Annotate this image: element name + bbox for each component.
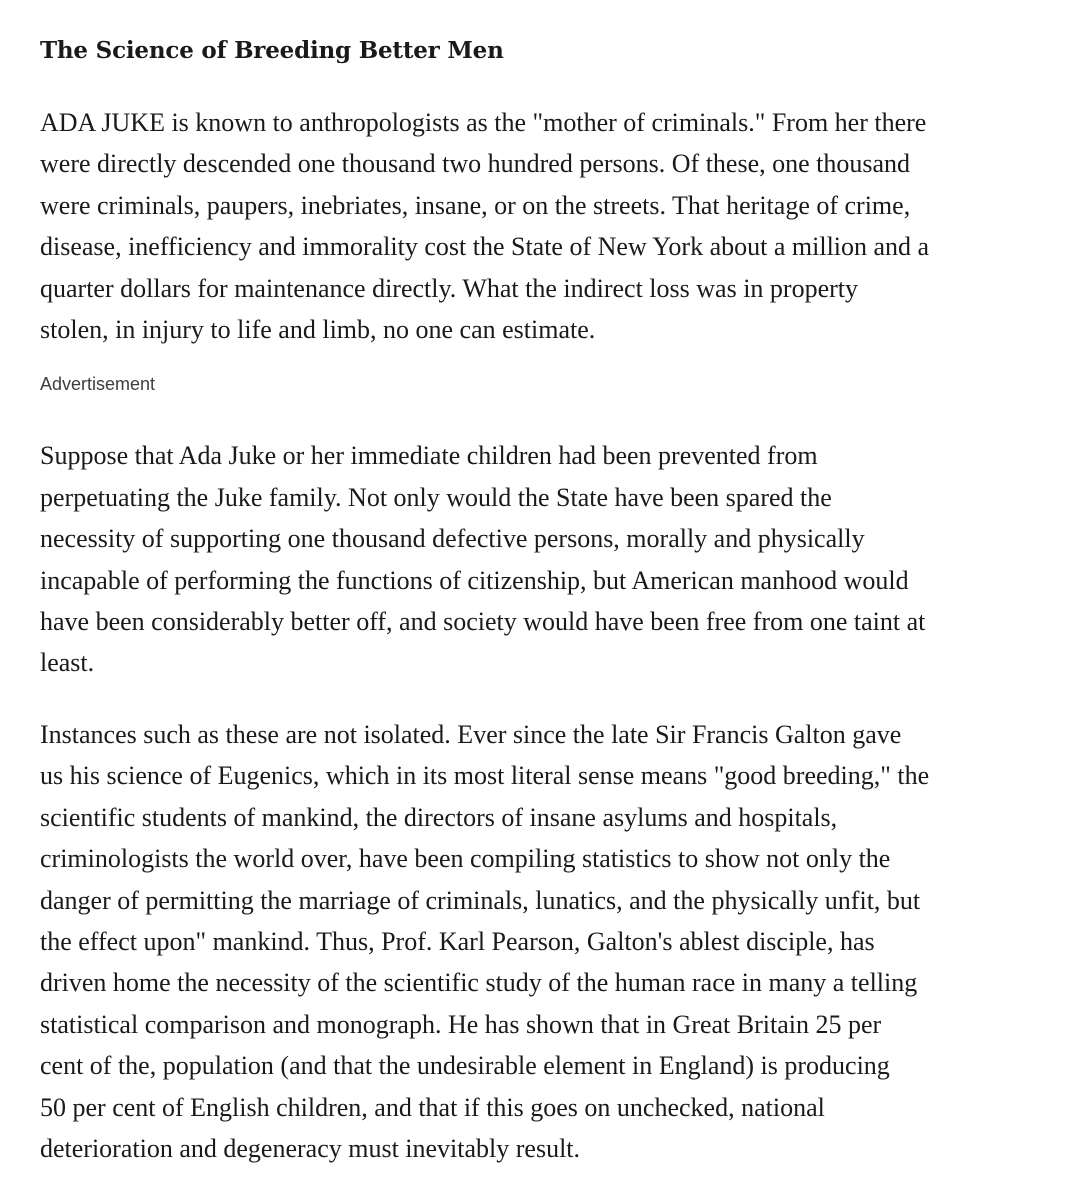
paragraph-line: danger of permitting the marriage of criminals, lunatics, and the physically unfit, but	[40, 885, 921, 915]
paragraph-line: least.	[40, 648, 95, 678]
paragraph-line: scientific students of mankind, the directors of insane asylums and hospitals,	[40, 802, 838, 832]
paragraph-line: 50 per cent of English children, and that if this goes on unchecked, national	[40, 1092, 825, 1122]
advertisement-label: Advertisement	[40, 374, 156, 395]
paragraph-line: perpetuating the Juke family. Not only would the State have been spared the	[40, 482, 832, 512]
paragraph-line: Instances such as these are not isolated. Ever since the late Sir Francis Galton gave	[40, 719, 902, 749]
paragraph-line: deterioration and degeneracy must inevitably result.	[40, 1133, 581, 1163]
paragraph-line: ADA JUKE is known to anthropologists as the "mother of criminals." From her there	[40, 108, 927, 137]
paragraph-line: necessity of supporting one thousand defective persons, morally and physically	[40, 524, 865, 554]
paragraph-line: driven home the necessity of the scientific study of the human race in many a telling	[40, 968, 918, 998]
paragraph-line: criminologists the world over, have been compiling statistics to show not only the	[40, 844, 891, 874]
paragraph-line: cent of the, population (and that the undesirable element in England) is producing	[40, 1051, 890, 1081]
paragraph-line: us his science of Eugenics, which in its most literal sense means "good breeding," the	[40, 761, 930, 791]
article-paragraph	[40, 435, 1050, 683]
paragraph-line: have been considerably better off, and society would have been free from one taint at	[40, 607, 926, 637]
paragraph-line: quarter dollars for maintenance directly. What the indirect loss was in property	[40, 273, 858, 303]
paragraph-line: Suppose that Ada Juke or her immediate children had been prevented from	[40, 441, 818, 471]
paragraph-line: stolen, in injury to life and limb, no one can estimate.	[40, 315, 596, 345]
paragraph-line: statistical comparison and monograph. He has shown that in Great Britain 25 per	[40, 1009, 882, 1039]
article-paragraph	[40, 714, 1050, 1169]
article-paragraph	[40, 102, 1050, 350]
paragraph-line: the effect upon" mankind. Thus, Prof. Karl Pearson, Galton's ablest disciple, has	[40, 926, 875, 956]
paragraph-line: disease, inefficiency and immorality cost the State of New York about a million and a	[40, 232, 930, 262]
article	[40, 0, 1050, 1169]
article-headline: The Science of Breeding Better Men	[40, 37, 504, 64]
paragraph-line: were criminals, paupers, inebriates, insane, or on the streets. That heritage of crime,	[40, 190, 911, 220]
paragraph-line: were directly descended one thousand two hundred persons. Of these, one thousand	[40, 149, 911, 179]
paragraph-line: incapable of performing the functions of citizenship, but American manhood would	[40, 565, 909, 595]
